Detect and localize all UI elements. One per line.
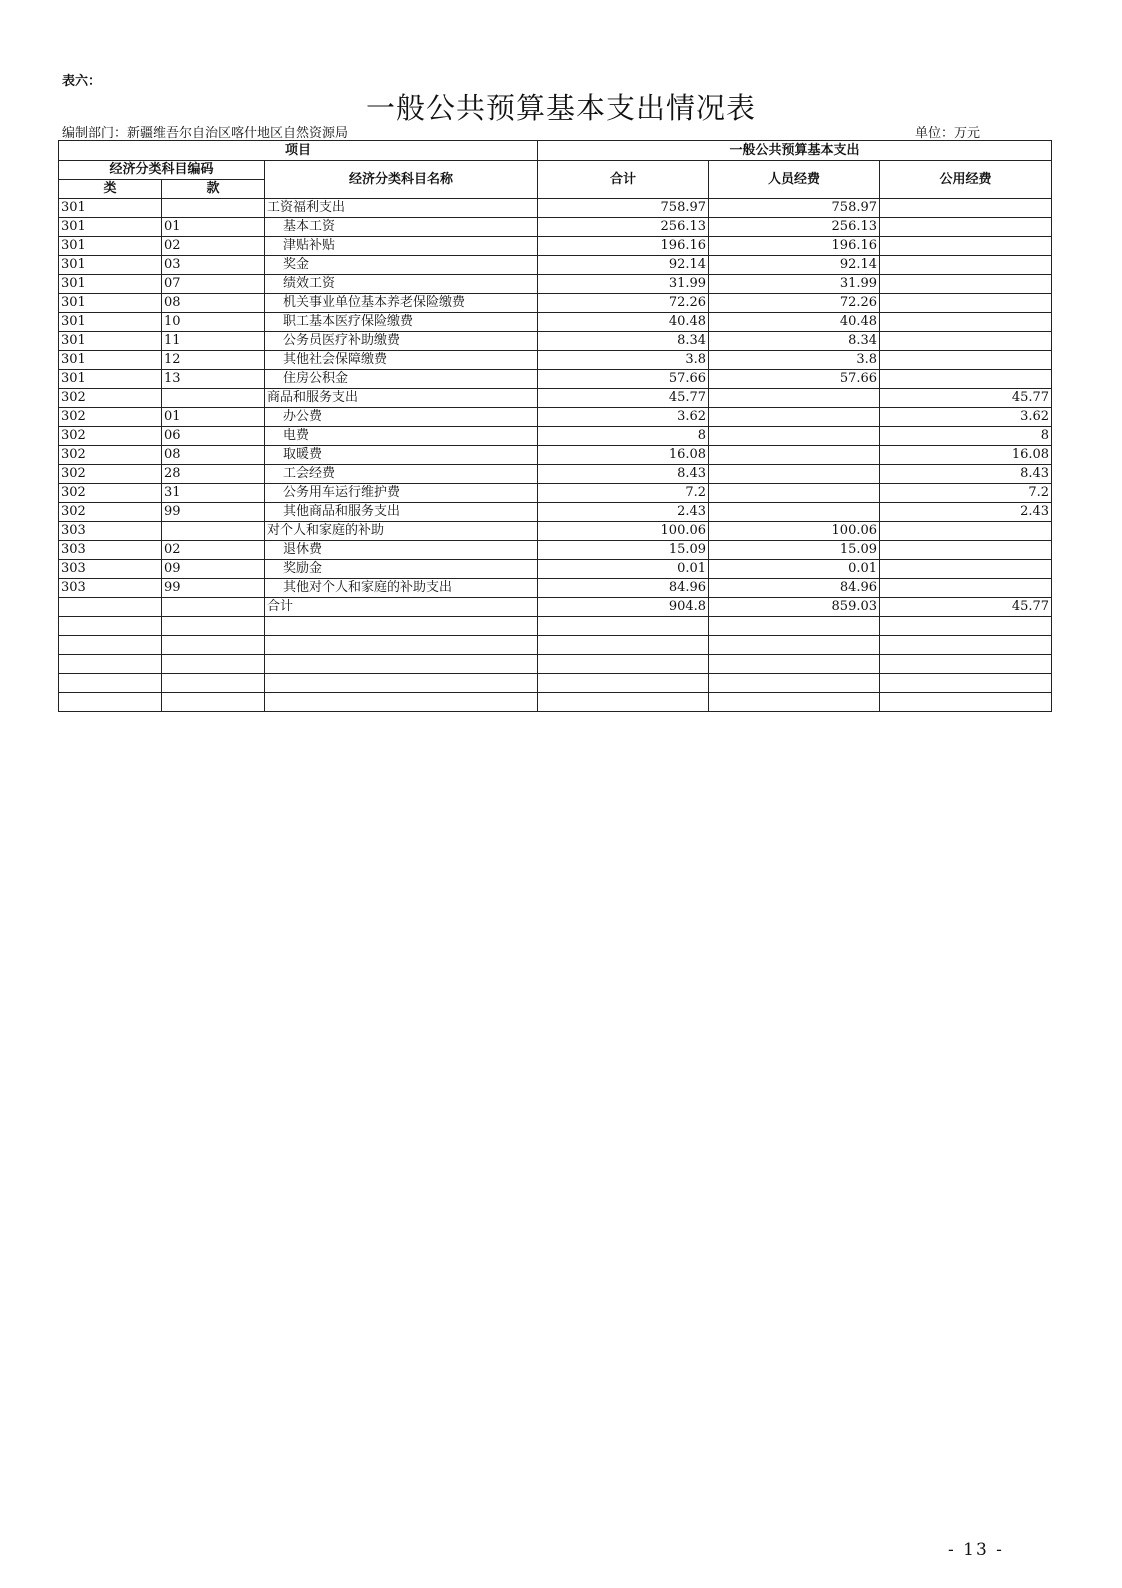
cell-total: 100.06 [538, 522, 709, 541]
cell-public [880, 560, 1052, 579]
cell-kuan: 28 [162, 465, 265, 484]
cell-item-name: 商品和服务支出 [265, 389, 538, 408]
cell-lei: 301 [59, 370, 162, 389]
cell-item-name: 职工基本医疗保险缴费 [265, 313, 538, 332]
table-row [59, 389, 1052, 408]
table-row [59, 522, 1052, 541]
cell-kuan [162, 655, 265, 674]
cell-personnel: 92.14 [709, 256, 880, 275]
cell-lei [59, 598, 162, 617]
cell-personnel: 40.48 [709, 313, 880, 332]
cell-kuan: 12 [162, 351, 265, 370]
cell-total [538, 693, 709, 712]
cell-item-name: 公务用车运行维护费 [265, 484, 538, 503]
cell-personnel [709, 674, 880, 693]
page-title: 一般公共预算基本支出情况表 [365, 91, 756, 125]
cell-kuan: 31 [162, 484, 265, 503]
cell-lei [59, 636, 162, 655]
cell-kuan: 02 [162, 541, 265, 560]
header-project: 项目 [59, 141, 538, 161]
cell-lei [59, 617, 162, 636]
cell-personnel [709, 484, 880, 503]
cell-total: 84.96 [538, 579, 709, 598]
cell-total: 758.97 [538, 199, 709, 218]
cell-personnel: 256.13 [709, 218, 880, 237]
cell-kuan [162, 598, 265, 617]
cell-public: 7.2 [880, 484, 1052, 503]
cell-public [880, 294, 1052, 313]
cell-kuan [162, 674, 265, 693]
cell-total: 8 [538, 427, 709, 446]
cell-lei: 301 [59, 313, 162, 332]
cell-public [880, 693, 1052, 712]
cell-item-name: 办公费 [265, 408, 538, 427]
cell-public [880, 351, 1052, 370]
cell-personnel: 57.66 [709, 370, 880, 389]
cell-lei [59, 655, 162, 674]
table-row [59, 503, 1052, 522]
cell-personnel [709, 617, 880, 636]
cell-item-name: 公务员医疗补助缴费 [265, 332, 538, 351]
cell-kuan: 09 [162, 560, 265, 579]
table-row [59, 541, 1052, 560]
cell-kuan [162, 636, 265, 655]
cell-personnel: 31.99 [709, 275, 880, 294]
cell-kuan: 03 [162, 256, 265, 275]
cell-total: 8.34 [538, 332, 709, 351]
cell-item-name: 奖励金 [265, 560, 538, 579]
cell-total: 15.09 [538, 541, 709, 560]
cell-personnel: 15.09 [709, 541, 880, 560]
cell-public [880, 522, 1052, 541]
cell-public [880, 275, 1052, 294]
table-row [59, 218, 1052, 237]
cell-personnel [709, 465, 880, 484]
cell-item-name: 津贴补贴 [265, 237, 538, 256]
cell-total: 0.01 [538, 560, 709, 579]
cell-kuan: 02 [162, 237, 265, 256]
cell-total: 72.26 [538, 294, 709, 313]
cell-kuan: 06 [162, 427, 265, 446]
table-row [59, 313, 1052, 332]
cell-kuan [162, 522, 265, 541]
cell-kuan [162, 389, 265, 408]
cell-item-name: 其他商品和服务支出 [265, 503, 538, 522]
cell-kuan [162, 199, 265, 218]
cell-public [880, 218, 1052, 237]
cell-public: 3.62 [880, 408, 1052, 427]
cell-public [880, 579, 1052, 598]
cell-total: 45.77 [538, 389, 709, 408]
cell-personnel: 0.01 [709, 560, 880, 579]
cell-public [880, 332, 1052, 351]
cell-item-name [265, 655, 538, 674]
cell-lei: 301 [59, 294, 162, 313]
cell-lei: 302 [59, 484, 162, 503]
cell-lei: 302 [59, 503, 162, 522]
cell-lei: 301 [59, 218, 162, 237]
cell-kuan [162, 617, 265, 636]
cell-item-name: 取暖费 [265, 446, 538, 465]
cell-kuan: 08 [162, 294, 265, 313]
header-personnel: 人员经费 [709, 161, 880, 199]
table-row [59, 370, 1052, 389]
table-row [59, 427, 1052, 446]
table-row [59, 408, 1052, 427]
cell-public: 16.08 [880, 446, 1052, 465]
cell-kuan: 07 [162, 275, 265, 294]
cell-lei: 301 [59, 199, 162, 218]
cell-item-name [265, 674, 538, 693]
cell-kuan [162, 693, 265, 712]
cell-total [538, 617, 709, 636]
cell-personnel: 196.16 [709, 237, 880, 256]
cell-personnel [709, 636, 880, 655]
cell-public [880, 199, 1052, 218]
cell-total: 904.8 [538, 598, 709, 617]
cell-personnel: 758.97 [709, 199, 880, 218]
table-row [59, 693, 1052, 712]
cell-lei: 301 [59, 351, 162, 370]
cell-public: 8.43 [880, 465, 1052, 484]
cell-personnel [709, 503, 880, 522]
cell-personnel: 3.8 [709, 351, 880, 370]
cell-public [880, 655, 1052, 674]
cell-item-name: 绩效工资 [265, 275, 538, 294]
cell-item-name: 合计 [265, 598, 538, 617]
department-label: 编制部门：新疆维吾尔自治区喀什地区自然资源局 [62, 126, 349, 141]
cell-item-name [265, 617, 538, 636]
cell-public: 8 [880, 427, 1052, 446]
cell-item-name: 工资福利支出 [265, 199, 538, 218]
cell-kuan: 10 [162, 313, 265, 332]
table-row [59, 275, 1052, 294]
cell-total: 57.66 [538, 370, 709, 389]
table-row [59, 199, 1052, 218]
cell-total: 92.14 [538, 256, 709, 275]
cell-public [880, 256, 1052, 275]
cell-total: 196.16 [538, 237, 709, 256]
header-code-group: 经济分类科目编码 [59, 161, 265, 180]
header-lei: 类 [59, 180, 162, 199]
cell-personnel [709, 389, 880, 408]
cell-kuan: 08 [162, 446, 265, 465]
cell-kuan: 99 [162, 503, 265, 522]
table-row [59, 465, 1052, 484]
table-number-label: 表六： [62, 74, 102, 89]
cell-personnel: 8.34 [709, 332, 880, 351]
cell-total: 3.8 [538, 351, 709, 370]
table-row [59, 598, 1052, 617]
unit-label: 单位：万元 [915, 126, 981, 141]
header-item-name: 经济分类科目名称 [265, 161, 538, 199]
header-general-budget: 一般公共预算基本支出 [538, 141, 1052, 161]
cell-item-name: 其他社会保障缴费 [265, 351, 538, 370]
cell-total: 7.2 [538, 484, 709, 503]
cell-item-name: 工会经费 [265, 465, 538, 484]
cell-public [880, 370, 1052, 389]
cell-kuan: 01 [162, 218, 265, 237]
cell-lei: 303 [59, 522, 162, 541]
cell-item-name [265, 693, 538, 712]
table-row [59, 579, 1052, 598]
cell-total: 16.08 [538, 446, 709, 465]
cell-item-name: 对个人和家庭的补助 [265, 522, 538, 541]
table-body [59, 199, 1052, 712]
cell-item-name: 机关事业单位基本养老保险缴费 [265, 294, 538, 313]
cell-public [880, 313, 1052, 332]
cell-lei: 303 [59, 560, 162, 579]
cell-item-name: 电费 [265, 427, 538, 446]
table-row [59, 655, 1052, 674]
table-row [59, 351, 1052, 370]
header-kuan: 款 [162, 180, 265, 199]
table-row [59, 560, 1052, 579]
header-public: 公用经费 [880, 161, 1052, 199]
table-row [59, 332, 1052, 351]
cell-personnel: 859.03 [709, 598, 880, 617]
cell-kuan: 11 [162, 332, 265, 351]
cell-lei [59, 693, 162, 712]
cell-total: 2.43 [538, 503, 709, 522]
cell-public: 2.43 [880, 503, 1052, 522]
cell-item-name: 住房公积金 [265, 370, 538, 389]
cell-item-name: 其他对个人和家庭的补助支出 [265, 579, 538, 598]
cell-lei: 301 [59, 256, 162, 275]
cell-personnel: 84.96 [709, 579, 880, 598]
table-row [59, 636, 1052, 655]
table-row [59, 294, 1052, 313]
cell-total: 31.99 [538, 275, 709, 294]
cell-public [880, 541, 1052, 560]
cell-public: 45.77 [880, 389, 1052, 408]
table-row [59, 617, 1052, 636]
cell-item-name: 奖金 [265, 256, 538, 275]
cell-lei: 302 [59, 427, 162, 446]
cell-public: 45.77 [880, 598, 1052, 617]
budget-table [58, 140, 1052, 712]
cell-item-name: 退休费 [265, 541, 538, 560]
cell-kuan: 13 [162, 370, 265, 389]
cell-item-name: 基本工资 [265, 218, 538, 237]
cell-personnel [709, 427, 880, 446]
cell-public [880, 617, 1052, 636]
cell-lei: 302 [59, 446, 162, 465]
cell-lei: 301 [59, 237, 162, 256]
cell-item-name [265, 636, 538, 655]
cell-kuan: 01 [162, 408, 265, 427]
page-number: - 13 - [948, 1540, 1004, 1560]
table-row [59, 674, 1052, 693]
cell-lei: 303 [59, 541, 162, 560]
table-row [59, 484, 1052, 503]
cell-total [538, 674, 709, 693]
header-total: 合计 [538, 161, 709, 199]
cell-total [538, 636, 709, 655]
cell-lei: 302 [59, 465, 162, 484]
cell-lei [59, 674, 162, 693]
cell-lei: 302 [59, 389, 162, 408]
cell-total: 256.13 [538, 218, 709, 237]
cell-lei: 301 [59, 275, 162, 294]
cell-kuan: 99 [162, 579, 265, 598]
table-row [59, 237, 1052, 256]
cell-public [880, 636, 1052, 655]
cell-personnel: 100.06 [709, 522, 880, 541]
cell-lei: 303 [59, 579, 162, 598]
cell-personnel [709, 655, 880, 674]
table-row [59, 446, 1052, 465]
table-row [59, 256, 1052, 275]
cell-personnel [709, 446, 880, 465]
cell-total: 3.62 [538, 408, 709, 427]
cell-total [538, 655, 709, 674]
cell-personnel [709, 408, 880, 427]
cell-public [880, 237, 1052, 256]
cell-lei: 302 [59, 408, 162, 427]
cell-total: 40.48 [538, 313, 709, 332]
cell-lei: 301 [59, 332, 162, 351]
cell-personnel: 72.26 [709, 294, 880, 313]
cell-personnel [709, 693, 880, 712]
cell-public [880, 674, 1052, 693]
cell-total: 8.43 [538, 465, 709, 484]
